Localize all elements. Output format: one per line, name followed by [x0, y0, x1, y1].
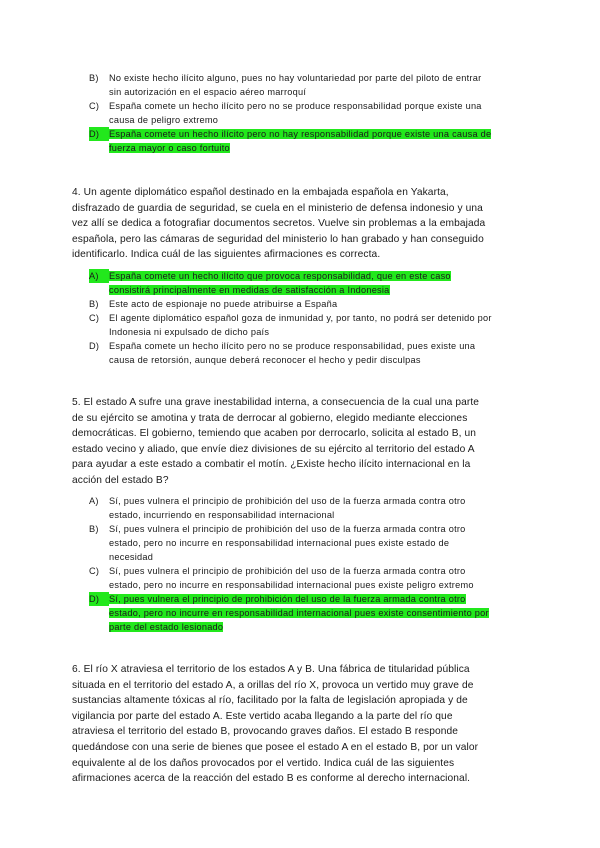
- option-text-line: Este acto de espionaje no puede atribuirse a España: [109, 299, 338, 309]
- q5-option-c[interactable]: [89, 564, 529, 592]
- option-letter: D): [89, 341, 100, 351]
- question-line: 5. El estado A sufre una grave inestabilidad interna, a consecuencia de la cual una parte: [72, 397, 480, 408]
- option-letter: A): [89, 496, 99, 506]
- question-line: acción del estado B?: [72, 474, 169, 486]
- q4-option-c[interactable]: [89, 311, 529, 339]
- question-line: democráticas. El gobierno, temiendo que acaben por derrocarlo, solicita al estado B, un: [72, 428, 476, 440]
- option-text-line: Sí, pues vulnera el principio de prohibición del uso de la fuerza armada contra otro: [109, 496, 466, 506]
- question-6-text: [72, 662, 532, 787]
- option-text-line-highlighted: parte del estado lesionado: [109, 622, 224, 633]
- option-letter: D): [89, 592, 109, 606]
- prev-option-d[interactable]: [89, 127, 529, 155]
- option-text-line: El agente diplomático español goza de inmunidad y, por tanto, no podrá ser detenido por: [109, 313, 492, 323]
- option-text-line: Sí, pues vulnera el principio de prohibición del uso de la fuerza armada contra otro: [109, 566, 466, 576]
- question-line: 6. El río X atraviesa el territorio de los estados A y B. Una fábrica de titularidad pública: [72, 664, 470, 675]
- option-text-line: No existe hecho ilícito alguno, pues no hay voluntariedad por parte del piloto de entrar: [109, 73, 482, 83]
- prev-option-b[interactable]: [89, 71, 529, 99]
- question-line: afirmaciones acerca de la reacción del estado B es conforme al derecho internacional.: [72, 773, 471, 785]
- question-line: española, pero las cámaras de seguridad del ministerio lo han grabado y han conseguido: [72, 233, 484, 245]
- prev-option-c[interactable]: [89, 99, 529, 127]
- option-letter: C): [89, 566, 100, 576]
- q5-option-b[interactable]: [89, 522, 529, 565]
- option-text-line: Indonesia ni expulsado de dicho país: [109, 327, 270, 338]
- option-text-line: España comete un hecho ilícito pero no se produce responsabilidad, pues existe una: [109, 341, 476, 351]
- q4-option-b[interactable]: [89, 297, 529, 311]
- question-line: situada en el territorio del estado A, a orillas del río X, provoca un vertido muy grave de: [72, 679, 474, 691]
- question-line: vez allí se dedica a fotografiar documentos secretos. Vuelve sin problemas a la embajada: [72, 218, 486, 230]
- option-text-line-highlighted: Sí, pues vulnera el principio de prohibición del uso de la fuerza armada contra otro: [109, 594, 466, 604]
- option-text-line-highlighted: estado, pero no incurre en responsabilidad internacional pues existe consentimiento por: [109, 608, 489, 619]
- option-text-line: estado, pero no incurre en responsabilidad internacional pues existe peligro extremo: [109, 580, 474, 591]
- question-5-text: [72, 395, 532, 489]
- option-text-line-highlighted: España comete un hecho ilícito pero no hay responsabilidad porque existe una causa de: [109, 129, 492, 139]
- option-text-line: estado, pero no incurre en responsabilidad internacional pues existe estado de: [109, 538, 450, 549]
- question-line: identificarlo. Indica cuál de las siguientes afirmaciones es correcta.: [72, 249, 381, 261]
- question-line: 4. Un agente diplomático español destinado en la embajada española en Yakarta,: [72, 187, 449, 198]
- option-text-line: estado, incurriendo en responsabilidad internacional: [109, 510, 335, 521]
- option-letter: B): [89, 73, 99, 83]
- question-line: disfrazado de guardia de seguridad, se cuela en el ministerio de defensa indonesio y una: [72, 202, 483, 214]
- option-letter: D): [89, 127, 109, 141]
- option-text-line-highlighted: fuerza mayor o caso fortuito: [109, 143, 230, 154]
- question-line: para ayudar a este estado a combatir el motín. ¿Existe hecho ilícito internacional en la: [72, 459, 471, 471]
- option-text-line-highlighted: España comete un hecho ilícito que provoca responsabilidad, que en este caso: [109, 271, 451, 281]
- option-letter: B): [89, 299, 99, 309]
- question-line: sustancias altamente tóxicas al río, facilitado por la falta de legislación apropiada y de: [72, 695, 468, 707]
- option-letter: A): [89, 269, 109, 283]
- option-text-line: causa de retorsión, aunque deberá reconocer el hecho y pedir disculpas: [109, 355, 421, 366]
- q5-option-a[interactable]: [89, 494, 529, 522]
- question-line: de su ejército se amotina y trata de derrocar al gobierno, elegido mediante elecciones: [72, 412, 468, 424]
- option-text-line: España comete un hecho ilícito pero no se produce responsabilidad porque existe una: [109, 101, 482, 111]
- option-letter: C): [89, 313, 100, 323]
- q4-option-d[interactable]: [89, 339, 529, 367]
- q5-option-d[interactable]: [89, 592, 529, 635]
- option-letter: C): [89, 101, 100, 111]
- question-line: quedándose con una serie de bienes que posee el estado A en el estado B, por un valor: [72, 741, 479, 753]
- option-text-line: sin autorización en el espacio aéreo marroquí: [109, 87, 307, 98]
- option-text-line: Sí, pues vulnera el principio de prohibición del uso de la fuerza armada contra otro: [109, 524, 466, 534]
- question-line: vigilancia por parte del estado A. Este vertido acaba llegando a la parte del río que: [72, 710, 453, 722]
- option-text-line: necesidad: [109, 552, 154, 563]
- question-4-text: [72, 185, 532, 263]
- question-line: equivalente al de los daños provocados por el vertido. Indica cuál de las siguientes: [72, 757, 455, 769]
- q4-option-a[interactable]: [89, 269, 529, 297]
- question-line: estado vecino y aliado, que envíe diez divisiones de su ejército al territorio del estado A: [72, 443, 475, 455]
- question-line: atraviesa el territorio del estado B, provocando graves daños. El estado B responde: [72, 726, 459, 738]
- option-text-line: causa de peligro extremo: [109, 115, 219, 126]
- option-text-line-highlighted: consistirá principalmente en medidas de satisfacción a Indonesia: [109, 285, 390, 296]
- option-letter: B): [89, 524, 99, 534]
